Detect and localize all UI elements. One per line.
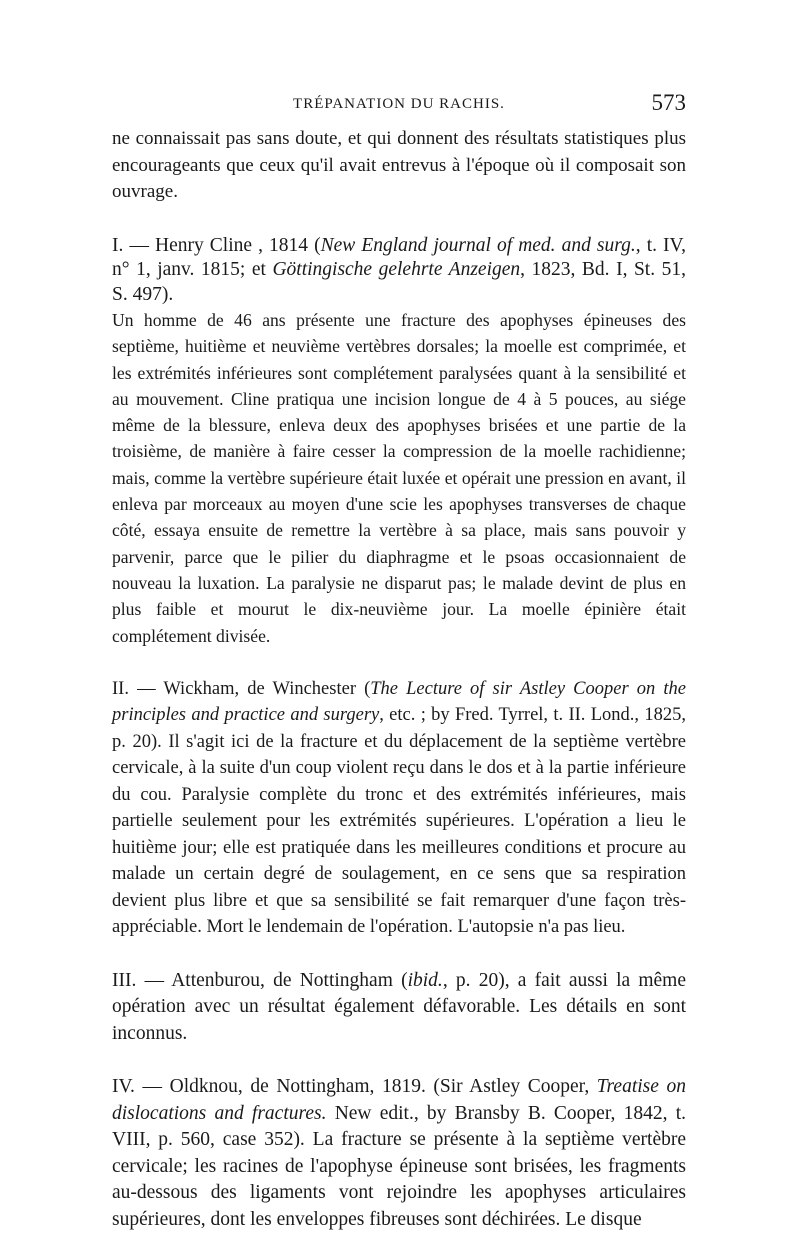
case-author: — Attenburou, de Nottingham ( (144, 969, 408, 991)
case-author: — Henry Cline , 1814 ( (129, 234, 321, 256)
case-number: I. (112, 234, 124, 256)
case-source-title: The Lecture of sir Astley Cooper on the principles and practice and surgery (112, 678, 686, 726)
case-2 (112, 676, 686, 941)
case-2-text (112, 676, 686, 941)
running-title: TRÉPANATION DU RACHIS. (293, 96, 505, 112)
body-text (112, 126, 686, 1260)
case-1 (112, 234, 686, 649)
case-source-tail: , 1823, Bd. I, St. 51, S. 497). (112, 259, 686, 305)
case-source-ref: , p. 20), a fait aussi la même opération avec un résultat également défavorable. Les détails en sont inconnus. (112, 969, 686, 1044)
running-head (112, 92, 686, 116)
case-3 (112, 968, 686, 1048)
case-number: II. (112, 678, 129, 699)
case-source-title-2: Göttingische gelehrte Anzeigen (272, 259, 521, 280)
case-2-body: Il s'agit ici de la fracture et du déplacement de la septième vertèbre cervicale, à la suite d'un coup violent reçu dans le dos et à la partie inférieure du cou. Paralysie complète du tronc et des extrémités inférieures, mais partielle seulement pour les extrémités supérieures. L'opération a lieu le huitième jour; elle est pratiquée dans les meilleures conditions et procure au malade un certain degré de soulagement, en ce sens que sa respiration devient plus libre et que sa sensibilité se fait remarquer d'une façon très-appréciable. Mort le lendemain de l'opération. L'autopsie n'a pas lieu. (112, 731, 686, 938)
case-source-title: New England journal of med. and surg. (320, 234, 636, 256)
case-source-title: Treatise on dislocations and fractures. (112, 1076, 686, 1124)
case-source-ref: New edit., by Bransby B. Cooper, 1842, t. VIII, p. 560, case 352). La fracture se présente à la septième vertèbre cervicale; les racines de l'apophyse épineuse sont brisées, les fragments au-dessous des ligaments vont rejoindre les apophyses articulaires supérieures, dont les enveloppes fibreuses sont déchirées. Le disque (112, 1102, 686, 1230)
case-3-text (112, 968, 686, 1048)
intro-paragraph: ne connaissait pas sans doute, et qui donnent des résultats statistiques plus encourageants que ceux qu'il avait entrevus à l'époque où il composait son ouvrage. (112, 128, 686, 202)
case-author: — Wickham, de Winchester ( (137, 678, 371, 699)
case-source-ref: , t. IV, n° 1, janv. 1815; et (112, 234, 686, 280)
case-source-ref: , etc. ; by Fred. Tyrrel, t. II. Lond., 1825, p. 20). (112, 705, 686, 752)
case-4 (112, 1074, 686, 1233)
page-number: 573 (651, 90, 686, 115)
case-1-body: Un homme de 46 ans présente une fracture des apophyses épineuses des septième, huitième et neuvième vertèbres dorsales; la moelle est comprimée, et les extrémités inférieures sont complétement paralysées quant à la sensibilité et au mouvement. Cline pratiqua une incision longue de 4 à 5 pouces, au siége même de la blessure, enleva deux des apophyses brisées et une partie de la troisième, de manière à faire cesser la compression de la moelle rachidienne; mais, comme la vertèbre supérieure était luxée et opérait une pression en avant, il enleva par morceaux au moyen d'une scie les apophyses transverses de chaque côté, essaya ensuite de remettre la vertèbre à sa place, mais sans pouvoir y parvenir, parce que le pilier du diaphragme et le psoas occasionnaient de nouveau la luxation. La paralysie ne disparut pas; le malade devint de plus en plus faible et mourut le dix-neuvième jour. La moelle épinière était complétement divisée. (112, 310, 686, 646)
case-source-title: ibid. (407, 969, 443, 991)
case-1-header (112, 234, 686, 308)
case-4-text (112, 1074, 686, 1233)
case-author: — Oldknou, de Nottingham, 1819. (Sir Astley Cooper, (142, 1076, 597, 1098)
case-number: III. (112, 969, 137, 991)
case-number: IV. (112, 1076, 135, 1098)
